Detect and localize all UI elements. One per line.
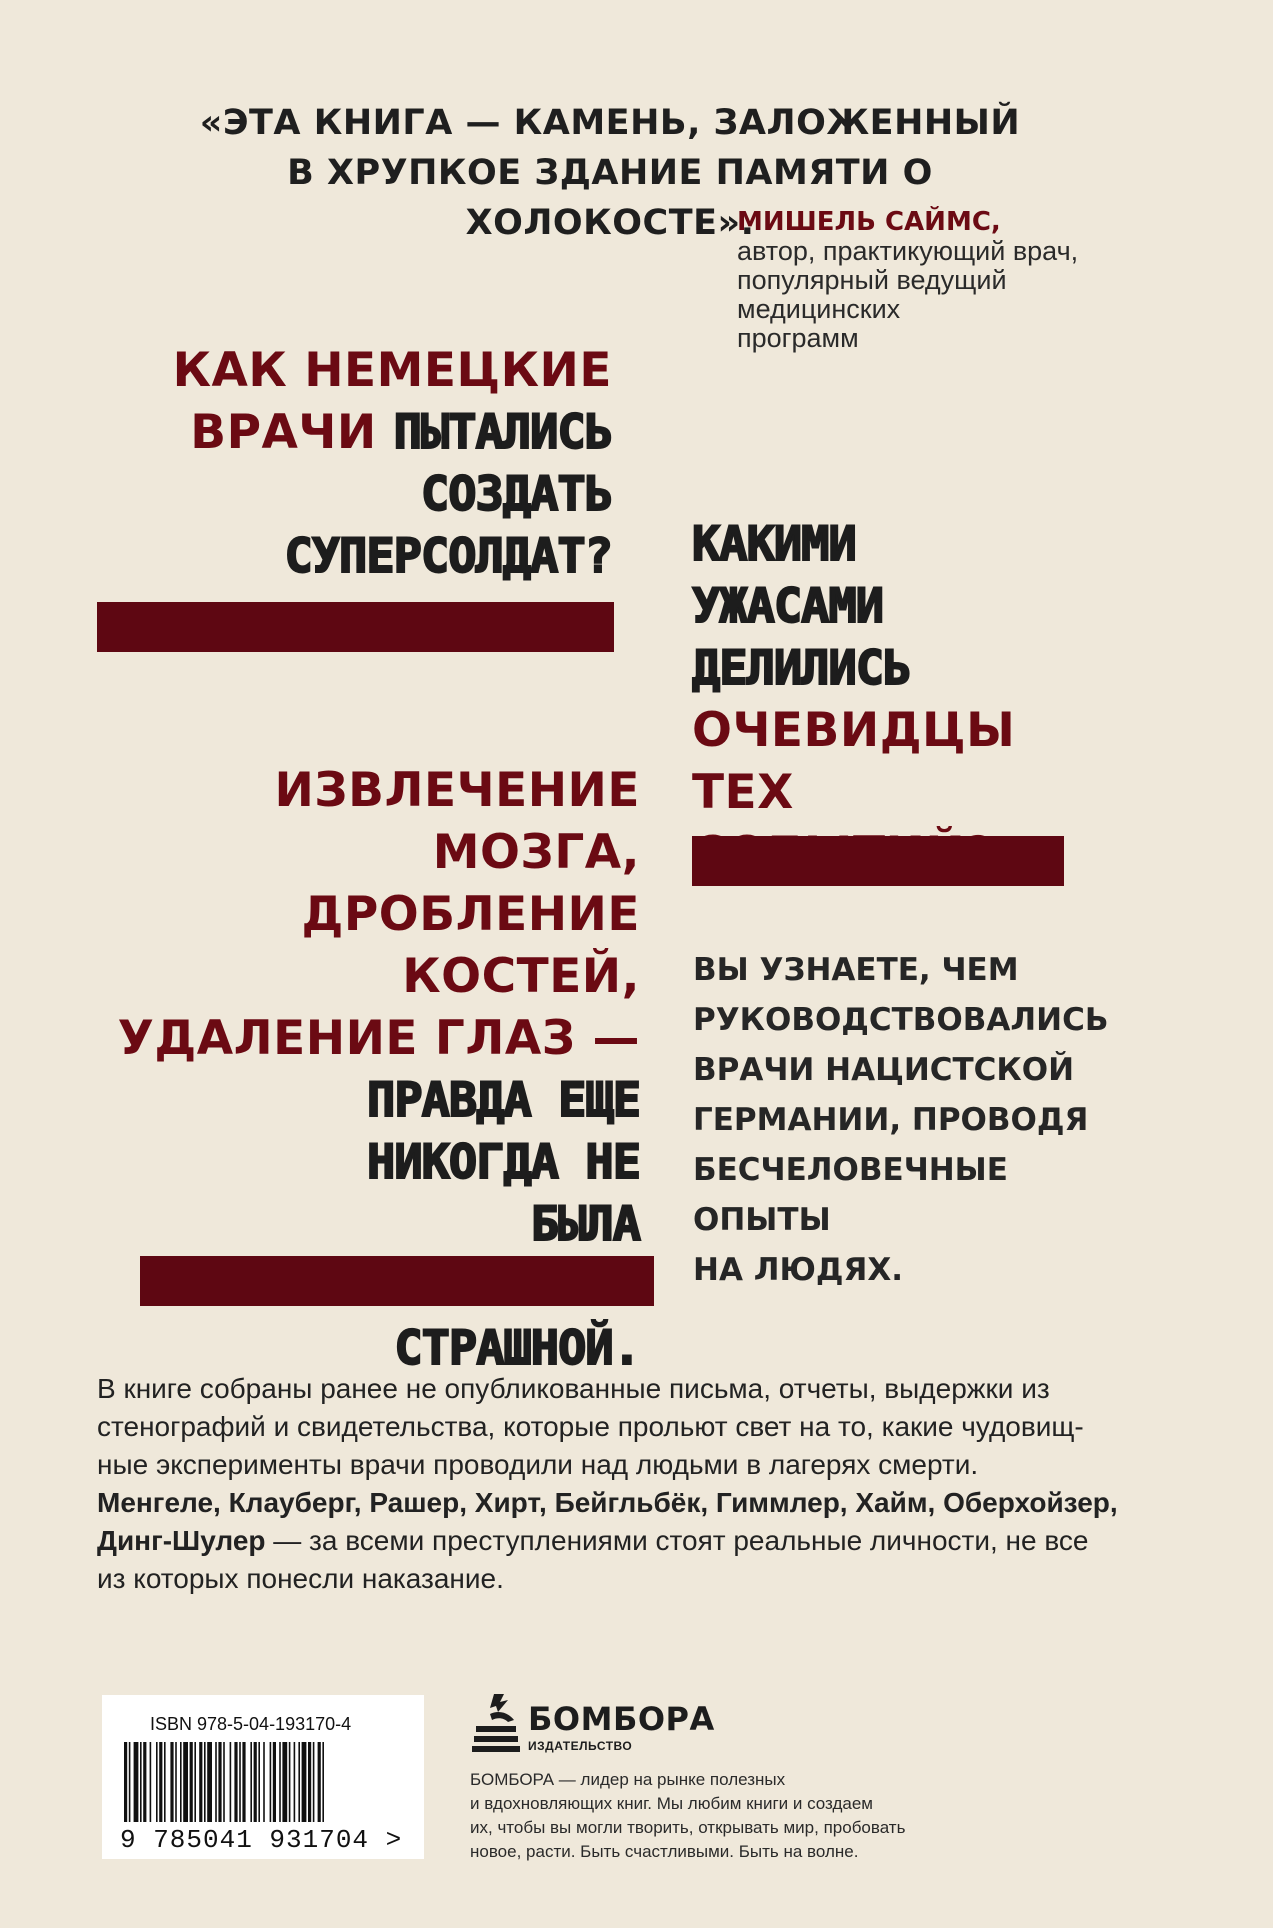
headline-3-line-8: СТРАШНОЙ. [394, 1321, 640, 1376]
headline-1-line-4: СУПЕРСОЛДАТ? [284, 529, 612, 584]
side-text [693, 945, 1113, 1295]
quote-author: МИШЕЛЬ САЙМС, [737, 207, 1001, 237]
headline-1 [80, 340, 612, 588]
quote-line-1: «ЭТА КНИГА — КАМЕНЬ, ЗАЛОЖЕННЫЙ [199, 103, 1021, 143]
side-text-line-1: ВЫ УЗНАЕТЕ, ЧЕМ [693, 952, 1019, 988]
publisher-subtitle: ИЗДАТЕЛЬСТВО [528, 1739, 633, 1753]
headline-1-line-3: СОЗДАТЬ [420, 467, 612, 522]
publisher-desc-line-4: новое, расти. Быть счастливыми. Быть на волне. [470, 1842, 859, 1861]
body-names-2: Динг-Шулер [97, 1525, 266, 1556]
headline-2-line-1: КАКИМИ [692, 517, 856, 572]
divider-bar-2 [692, 836, 1064, 886]
divider-bar-1 [97, 602, 614, 652]
headline-3-line-5: НИКОГДА НЕ [367, 1135, 640, 1190]
body-line-6: из которых понесли наказание. [97, 1563, 504, 1594]
headline-3-line-2: ДРОБЛЕНИЕ КОСТЕЙ, [301, 887, 640, 1004]
headline-2-line-2: УЖАСАМИ [692, 579, 884, 634]
body-line-4 [97, 1484, 1187, 1522]
body-line-5-rest: — за всеми преступлениями стоят реальные личности, не все [265, 1525, 1089, 1556]
headline-1-line-2 [80, 402, 612, 464]
headline-2-line-3: ДЕЛИЛИСЬ [692, 641, 911, 696]
quote-line-2: В ХРУПКОЕ ЗДАНИЕ ПАМЯТИ О ХОЛОКОСТЕ». [287, 153, 933, 243]
body-line-2: стенографий и свидетельства, которые прольют свет на то, какие чудовищ- [97, 1411, 1084, 1442]
side-text-line-3: ВРАЧИ НАЦИСТСКОЙ [693, 1052, 1075, 1088]
headline-3-line-1: ИЗВЛЕЧЕНИЕ МОЗГА, [274, 763, 640, 880]
headline-1-line-1: КАК НЕМЕЦКИЕ [172, 343, 612, 398]
publisher-description [470, 1768, 920, 1864]
headline-3-line-6: БЫЛА [530, 1197, 640, 1252]
headline-2-line-4: ОЧЕВИДЦЫ ТЕХ [692, 703, 1016, 820]
quote-attribution [737, 208, 1117, 353]
isbn-text: ISBN 978-5-04-193170-4 [150, 1714, 352, 1734]
headline-1-red-word: ВРАЧИ [190, 405, 377, 460]
publisher-desc-line-1: БОМБОРА — лидер на рынке полезных [470, 1770, 786, 1789]
body-line-5 [97, 1522, 1187, 1560]
headline-3-line-3: УДАЛЕНИЕ ГЛАЗ — [117, 1011, 640, 1066]
author-desc-3: медицинских [737, 294, 901, 324]
headline-1-black-word: ПЫТАЛИСЬ [393, 405, 612, 460]
publisher-name: БОМБОРА [528, 1700, 715, 1738]
barcode-icon [118, 1742, 408, 1826]
publisher-desc-line-2: и вдохновляющих книг. Мы любим книги и создаем [470, 1794, 873, 1813]
author-desc-4: программ [737, 323, 859, 353]
author-desc-1: автор, практикующий врач, [737, 236, 1079, 266]
headline-2 [692, 514, 1112, 886]
side-text-line-4: ГЕРМАНИИ, ПРОВОДЯ [693, 1102, 1089, 1138]
barcode-number: 9 785041 931704 > [120, 1825, 403, 1855]
body-paragraph [97, 1370, 1187, 1598]
side-text-line-2: РУКОВОДСТВОВАЛИСЬ [693, 1002, 1109, 1038]
side-text-line-5: БЕСЧЕЛОВЕЧНЫЕ ОПЫТЫ [693, 1152, 1008, 1238]
body-line-3: ные эксперименты врачи проводили над людьми в лагерях смерти. [97, 1449, 979, 1480]
author-desc-2: популярный ведущий [737, 265, 1007, 295]
bombora-logo-icon [472, 1692, 524, 1758]
headline-3-line-4: ПРАВДА ЕЩЕ [367, 1073, 640, 1128]
body-line-1: В книге собраны ранее не опубликованные письма, отчеты, выдержки из [97, 1373, 1050, 1404]
publisher-desc-line-3: их, чтобы вы могли творить, открывать мир, пробовать [470, 1818, 906, 1837]
body-names-1: Менгеле, Клауберг, Рашер, Хирт, Бейгльбёк, Гиммлер, Хайм, Оберхойзер, [97, 1487, 1118, 1518]
side-text-line-6: НА ЛЮДЯХ. [693, 1252, 904, 1288]
divider-bar-3 [140, 1256, 654, 1306]
